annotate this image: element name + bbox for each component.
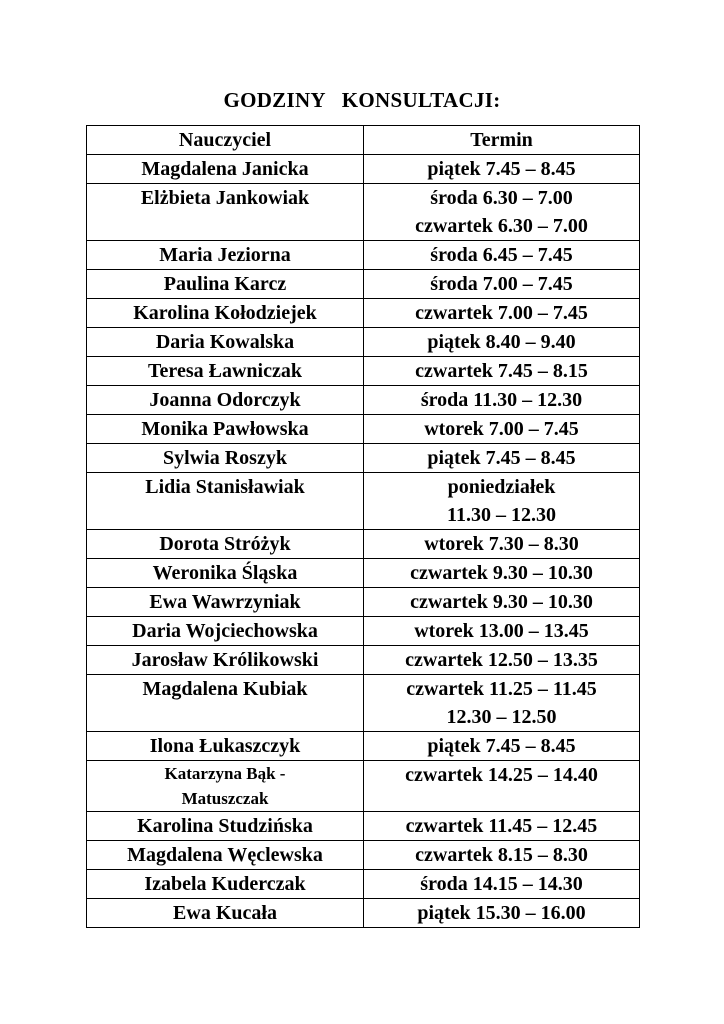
teacher-cell	[87, 899, 364, 928]
table-row	[87, 299, 640, 328]
term-cell	[364, 241, 640, 270]
table-row	[87, 559, 640, 588]
term-cell	[364, 386, 640, 415]
table-row	[87, 761, 640, 812]
table-row	[87, 530, 640, 559]
teacher-cell	[87, 328, 364, 357]
column-header-term: Termin	[364, 126, 640, 155]
table-row	[87, 386, 640, 415]
teacher-name-line: Izabela Kuderczak	[144, 873, 306, 895]
table-row	[87, 870, 640, 899]
table-row	[87, 588, 640, 617]
teacher-cell	[87, 675, 364, 732]
page-title: GODZINY KONSULTACJI:	[223, 88, 501, 112]
term-line: środa 6.45 – 7.45	[430, 244, 573, 266]
term-cell	[364, 444, 640, 473]
table-row	[87, 357, 640, 386]
teacher-name-line: Magdalena Janicka	[141, 158, 309, 180]
teacher-cell	[87, 270, 364, 299]
table-row	[87, 617, 640, 646]
term-line: poniedziałek	[447, 476, 556, 498]
table-row	[87, 155, 640, 184]
term-line: 12.30 – 12.50	[446, 706, 557, 728]
term-line: piątek 7.45 – 8.45	[427, 158, 576, 180]
table-row	[87, 241, 640, 270]
teacher-name-line: Lidia Stanisławiak	[145, 476, 305, 498]
term-line: czwartek 7.00 – 7.45	[415, 302, 588, 324]
teacher-name-line: Monika Pawłowska	[141, 418, 309, 440]
teacher-name-line: Weronika Śląska	[152, 562, 298, 584]
term-line: środa 11.30 – 12.30	[420, 389, 583, 411]
teacher-name-line: Daria Kowalska	[155, 331, 295, 353]
table-row	[87, 444, 640, 473]
teacher-cell	[87, 841, 364, 870]
teacher-name-line: Ilona Łukaszczyk	[149, 735, 301, 757]
table-row	[87, 732, 640, 761]
term-cell	[364, 675, 640, 732]
term-cell	[364, 415, 640, 444]
term-line: czwartek 7.45 – 8.15	[415, 360, 588, 382]
term-line: czwartek 12.50 – 13.35	[405, 649, 598, 671]
table-row	[87, 415, 640, 444]
term-cell	[364, 184, 640, 241]
term-cell	[364, 812, 640, 841]
teacher-cell	[87, 732, 364, 761]
teacher-cell	[87, 870, 364, 899]
teacher-cell	[87, 241, 364, 270]
term-cell	[364, 588, 640, 617]
teacher-cell	[87, 386, 364, 415]
term-cell	[364, 270, 640, 299]
teacher-cell	[87, 646, 364, 675]
term-cell	[364, 357, 640, 386]
term-cell	[364, 155, 640, 184]
term-cell	[364, 328, 640, 357]
teacher-cell	[87, 357, 364, 386]
teacher-name-line: Matuszczak	[181, 789, 269, 808]
teacher-cell	[87, 617, 364, 646]
term-line: piątek 8.40 – 9.40	[427, 331, 576, 353]
teacher-name-line: Magdalena Węclewska	[127, 844, 323, 866]
teacher-cell	[87, 530, 364, 559]
table-row	[87, 899, 640, 928]
term-line: piątek 15.30 – 16.00	[417, 902, 586, 924]
table-row	[87, 270, 640, 299]
term-line: środa 6.30 – 7.00	[430, 187, 573, 209]
term-line: piątek 7.45 – 8.45	[427, 447, 576, 469]
term-line: czwartek 8.15 – 8.30	[415, 844, 588, 866]
term-line: czwartek 9.30 – 10.30	[410, 562, 593, 584]
table-row	[87, 328, 640, 357]
term-cell	[364, 761, 640, 812]
teacher-name-line: Karolina Kołodziejek	[133, 302, 317, 324]
table-header-row	[87, 126, 640, 155]
teacher-name-line: Dorota Stróżyk	[159, 533, 291, 555]
term-line: środa 14.15 – 14.30	[420, 873, 583, 895]
consultation-table	[86, 125, 640, 928]
teacher-name-line: Katarzyna Bąk -	[164, 764, 286, 783]
term-cell	[364, 473, 640, 530]
term-line: czwartek 6.30 – 7.00	[415, 215, 588, 237]
teacher-name-line: Elżbieta Jankowiak	[140, 187, 310, 209]
term-cell	[364, 646, 640, 675]
table-body	[87, 155, 640, 928]
teacher-cell	[87, 559, 364, 588]
teacher-name-line: Daria Wojciechowska	[132, 620, 318, 642]
teacher-name-line: Karolina Studzińska	[137, 815, 313, 837]
teacher-name-line: Jarosław Królikowski	[131, 649, 319, 671]
table-row	[87, 646, 640, 675]
table-row	[87, 184, 640, 241]
teacher-cell	[87, 299, 364, 328]
teacher-name-line: Ewa Kucała	[173, 902, 277, 924]
teacher-cell	[87, 473, 364, 530]
term-cell	[364, 732, 640, 761]
term-line: wtorek 13.00 – 13.45	[414, 620, 589, 642]
term-cell	[364, 299, 640, 328]
teacher-name-line: Joanna Odorczyk	[149, 389, 301, 411]
term-line: 11.30 – 12.30	[447, 504, 556, 526]
teacher-name-line: Sylwia Roszyk	[163, 447, 287, 469]
teacher-name-line: Magdalena Kubiak	[142, 678, 308, 700]
term-line: wtorek 7.00 – 7.45	[424, 418, 579, 440]
term-cell	[364, 530, 640, 559]
table-row	[87, 473, 640, 530]
table-row	[87, 675, 640, 732]
teacher-cell	[87, 812, 364, 841]
term-line: czwartek 9.30 – 10.30	[410, 591, 593, 613]
teacher-name-line: Ewa Wawrzyniak	[149, 591, 301, 613]
term-line: wtorek 7.30 – 8.30	[424, 533, 579, 555]
term-line: czwartek 11.25 – 11.45	[406, 678, 597, 700]
teacher-cell	[87, 415, 364, 444]
term-cell	[364, 841, 640, 870]
teacher-name-line: Maria Jeziorna	[159, 244, 291, 266]
table-row	[87, 841, 640, 870]
table-row	[87, 812, 640, 841]
term-line: środa 7.00 – 7.45	[430, 273, 573, 295]
teacher-cell	[87, 444, 364, 473]
term-cell	[364, 899, 640, 928]
term-cell	[364, 870, 640, 899]
teacher-cell	[87, 155, 364, 184]
teacher-name-line: Teresa Ławniczak	[148, 360, 302, 382]
teacher-cell	[87, 588, 364, 617]
term-line: piątek 7.45 – 8.45	[427, 735, 576, 757]
column-header-teacher: Nauczyciel	[87, 126, 364, 155]
teacher-cell	[87, 184, 364, 241]
term-line: czwartek 11.45 – 12.45	[405, 815, 598, 837]
term-cell	[364, 617, 640, 646]
teacher-cell	[87, 761, 364, 812]
teacher-name-line: Paulina Karcz	[163, 273, 287, 295]
term-cell	[364, 559, 640, 588]
term-line: czwartek 14.25 – 14.40	[405, 764, 598, 786]
